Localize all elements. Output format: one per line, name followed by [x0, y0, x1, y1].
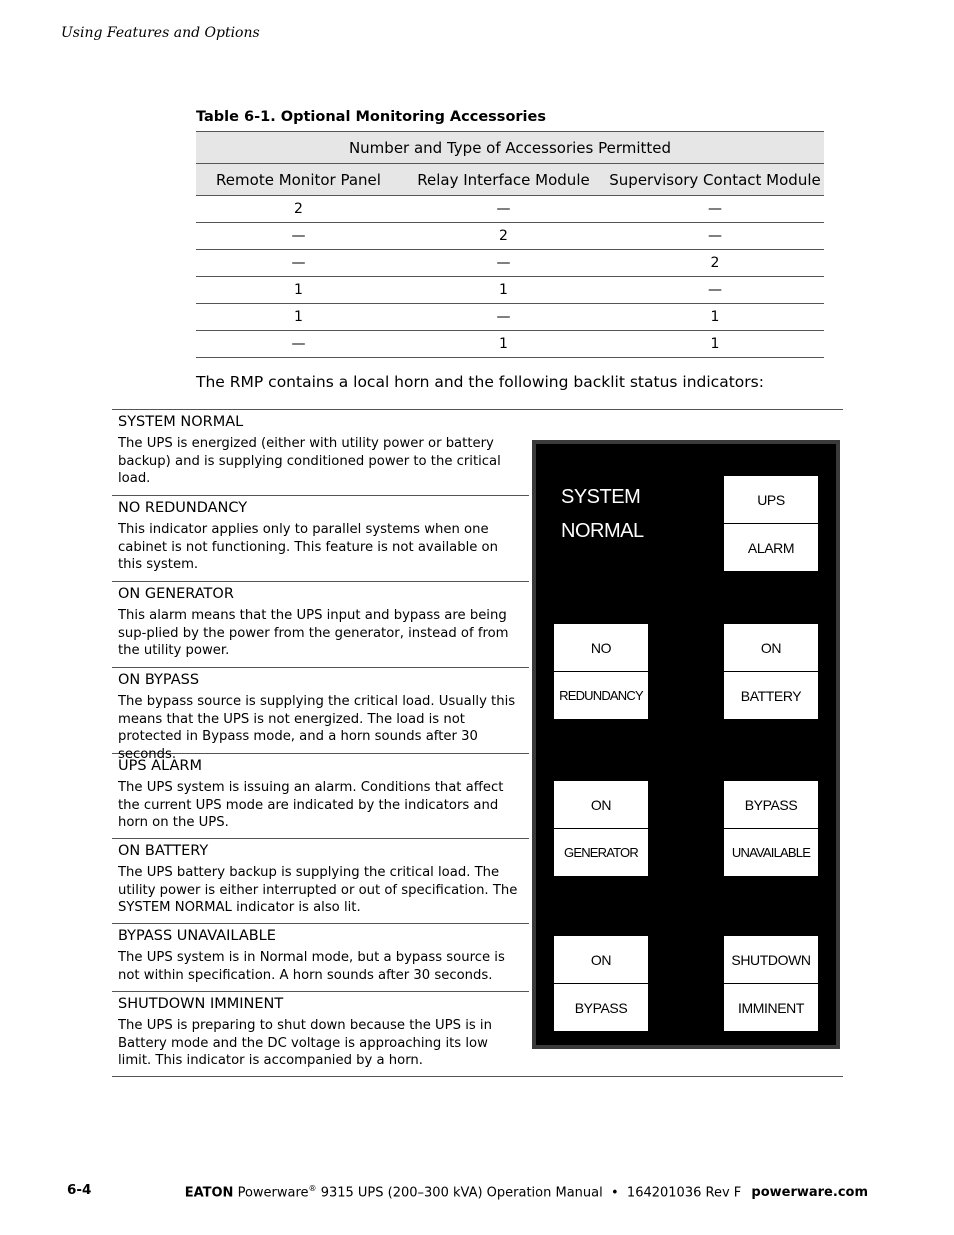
on-battery-indicator-top: ON [724, 624, 818, 671]
no-redundancy-indicator-bottom: REDUNDANCY [554, 672, 648, 719]
indicator-title: SHUTDOWN IMMINENT [118, 996, 284, 1012]
indicator-item-on-bypass [112, 668, 529, 762]
system-normal-line: NORMAL [561, 520, 644, 542]
indicator-title: SYSTEM NORMAL [118, 414, 244, 430]
table-cell: 1 [401, 277, 606, 304]
no-redundancy-indicator-top: NO [554, 624, 648, 671]
indicator-description: This indicator applies only to parallel systems when one cabinet is not functioning. This feature is not available on this system. [118, 522, 498, 572]
indicator-description: The UPS is preparing to shut down because the UPS is in Battery mode and the DC voltage is approaching its low limit. This indicator is accompanied by a horn. [118, 1018, 492, 1068]
on-bypass-indicator-top: ON [554, 936, 648, 983]
divider [529, 409, 843, 410]
ups-alarm-indicator-bottom: ALARM [724, 524, 818, 571]
indicator-description: The UPS system is issuing an alarm. Conditions that affect the current UPS mode are indicated by the indicators and horn on the UPS. [118, 780, 504, 830]
table-cell: 1 [196, 277, 401, 304]
table-cell: — [401, 250, 606, 277]
indicator-title: ON BATTERY [118, 843, 209, 859]
table-cell: — [196, 250, 401, 277]
indicator-item-system-normal [112, 410, 529, 496]
table-cell: 1 [196, 304, 401, 331]
footer [185, 1184, 868, 1200]
column-header: Remote Monitor Panel [196, 164, 401, 196]
remote-monitor-panel-illustration [532, 440, 840, 1049]
ups-alarm-indicator-top: UPS [724, 476, 818, 523]
running-header: Using Features and Options [61, 25, 260, 41]
on-generator-indicator-bottom: GENERATOR [554, 829, 648, 876]
table-cell: — [401, 196, 606, 223]
indicator-title: ON GENERATOR [118, 586, 234, 602]
table-cell: — [606, 277, 824, 304]
bypass-unavailable-indicator-top: BYPASS [724, 781, 818, 828]
on-generator-indicator-top: ON [554, 781, 648, 828]
system-normal-line: SYSTEM [561, 486, 641, 508]
indicator-description: The UPS system is in Normal mode, but a bypass source is not within specification. A horn sounds after 30 seconds. [118, 950, 505, 983]
indicator-item-on-battery [112, 839, 529, 924]
registered-mark: ® [308, 1184, 317, 1193]
footer-doc: 9315 UPS (200–300 kVA) Operation Manual • 164201036 Rev F [320, 1185, 742, 1201]
indicator-list [112, 409, 529, 1078]
indicator-item-ups-alarm [112, 754, 529, 839]
indicator-description: The bypass source is supplying the critical load. Usually this means that the UPS is not energized. The load is not protected in Bypass mode, and a horn sounds after 30 seconds. [118, 694, 516, 762]
footer-brand: EATON [184, 1185, 234, 1201]
accessories-table [196, 131, 824, 358]
table-cell: 1 [606, 331, 824, 358]
table-cell: 2 [606, 250, 824, 277]
indicator-item-no-redundancy [112, 496, 529, 582]
group-header: Number and Type of Accessories Permitted [196, 132, 824, 164]
table-cell: 2 [196, 196, 401, 223]
shutdown-imminent-indicator-top: SHUTDOWN [724, 936, 818, 983]
on-bypass-indicator-bottom: BYPASS [554, 984, 648, 1031]
divider [112, 1076, 843, 1077]
table-row [196, 304, 824, 331]
table-cell: 1 [401, 331, 606, 358]
column-header: Relay Interface Module [401, 164, 606, 196]
table-row [196, 331, 824, 358]
indicator-title: ON BYPASS [118, 672, 200, 688]
indicator-description: The UPS battery backup is supplying the critical load. The utility power is either interrupted or out of specification. The SYSTEM NORMAL indicator is also lit. [118, 865, 518, 915]
intro-paragraph: The RMP contains a local horn and the following backlit status indicators: [196, 373, 764, 391]
indicator-title: NO REDUNDANCY [118, 500, 248, 516]
indicator-description: The UPS is energized (either with utility power or battery backup) and is supplying conditioned power to the critical load. [118, 436, 501, 486]
bypass-unavailable-indicator-bottom: UNAVAILABLE [724, 829, 818, 876]
table-cell: 2 [401, 223, 606, 250]
indicator-title: BYPASS UNAVAILABLE [118, 928, 276, 944]
on-battery-indicator-bottom: BATTERY [724, 672, 818, 719]
page-number: 6-4 [67, 1182, 92, 1198]
table-cell: — [606, 223, 824, 250]
footer-product: Powerware [237, 1185, 309, 1201]
system-normal-indicator [561, 480, 644, 548]
table-cell: — [196, 223, 401, 250]
indicator-description: This alarm means that the UPS input and bypass are being sup-plied by the power from the generator, instead of from the utility power. [118, 608, 509, 658]
table-row [196, 196, 824, 223]
footer-website: powerware.com [751, 1185, 868, 1201]
indicator-item-shutdown-imminent [112, 992, 529, 1078]
table-row [196, 250, 824, 277]
table-row [196, 277, 824, 304]
table-row [196, 223, 824, 250]
table-cell: — [401, 304, 606, 331]
indicator-item-bypass-unavailable [112, 924, 529, 992]
table-cell: — [196, 331, 401, 358]
shutdown-imminent-indicator-bottom: IMMINENT [724, 984, 818, 1031]
indicator-title: UPS ALARM [118, 758, 203, 774]
indicator-item-on-generator [112, 582, 529, 668]
table-caption: Table 6-1. Optional Monitoring Accessories [196, 109, 546, 125]
table-cell: 1 [606, 304, 824, 331]
column-header: Supervisory Contact Module [606, 164, 824, 196]
table-cell: — [606, 196, 824, 223]
